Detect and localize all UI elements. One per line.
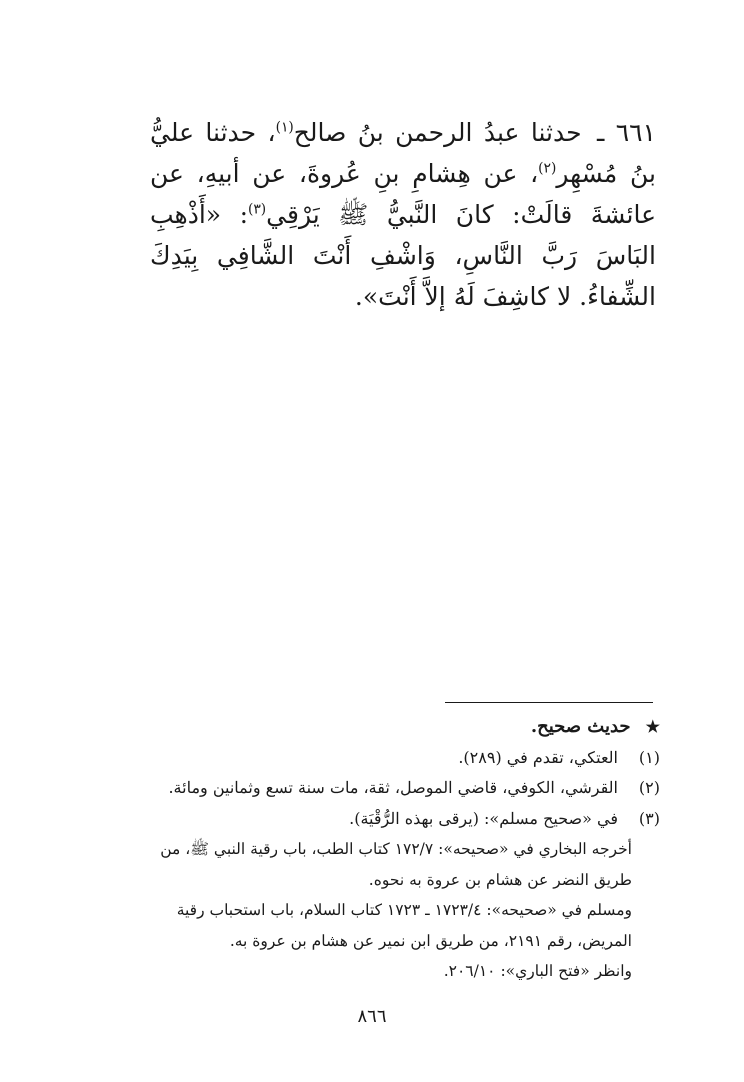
hadith-text-part: ، حدثنا عليُّ بنُ مُسْهِر [150, 118, 656, 188]
footnote-ref: (٣) [248, 201, 267, 218]
footnote-number: (١) [638, 747, 660, 767]
footnote-ref: (٢) [538, 160, 557, 177]
hadith-text-part: حدثنا عبدُ الرحمن بنُ صالح [293, 118, 582, 147]
page-number: ٨٦٦ [357, 1006, 387, 1027]
footnote-continuation: وانظر «فتح الباري»: ٢٠٦/١٠. [443, 962, 632, 980]
footnote-item [80, 743, 660, 774]
footnote-item [80, 804, 660, 835]
footnote-item [80, 773, 660, 804]
hadith-text-part: ، عن هِشامِ بنِ عُروةَ، عن أبيهِ، عن عائشةَ قالَتْ: كانَ النَّبيُّ ﷺ يَرْقِي [150, 159, 656, 229]
hadith-paragraph [150, 112, 656, 317]
footnote-text: في «صحيح مسلم»: (يرقى بهذه الرُّقْيَة). [349, 808, 618, 828]
footnote-number: (٣) [638, 808, 660, 828]
footnote-text: العتكي، تقدم في (٢٨٩). [458, 747, 618, 767]
footnote-number: (٢) [638, 778, 660, 797]
footnote-text: القرشي، الكوفي، قاضي الموصل، ثقة، مات سنة تسع وثمانين ومائة. [168, 778, 618, 797]
footnote-continuation: أخرجه البخاري في «صحيحه»: ١٧٢/٧ كتاب الطب، باب رقية النبي ﷺ، من [160, 840, 632, 858]
grade-line [80, 712, 660, 743]
footnote-continuation: طريق النضر عن هشام بن عروة به نحوه. [368, 870, 632, 889]
hadith-grade: حديث صحيح. [530, 716, 631, 737]
star-icon: ★ [645, 717, 660, 736]
footnote-ref: (١) [275, 119, 294, 136]
hadith-text [150, 112, 656, 317]
footnotes [80, 712, 660, 987]
hadith-number: ٦٦١ ـ [596, 118, 656, 147]
footnote-continuation: ومسلم في «صحيحه»: ١٧٢٣/٤ ـ ١٧٢٣ كتاب السلام، باب استحباب رقية [176, 901, 632, 919]
footnote-continuation: المريض، رقم ٢١٩١، من طريق ابن نمير عن هشام بن عروة به. [229, 931, 632, 950]
footnote-divider [445, 702, 653, 703]
hadith-text-part: : «أَذْهِبِ البَاسَ رَبَّ النَّاسِ، وَاشْفِ أَنْتَ الشَّافِي بِيَدِكَ الشِّفاءُ. لا كاشِفَ لَهُ إلاَّ أَنْتَ». [150, 200, 656, 311]
